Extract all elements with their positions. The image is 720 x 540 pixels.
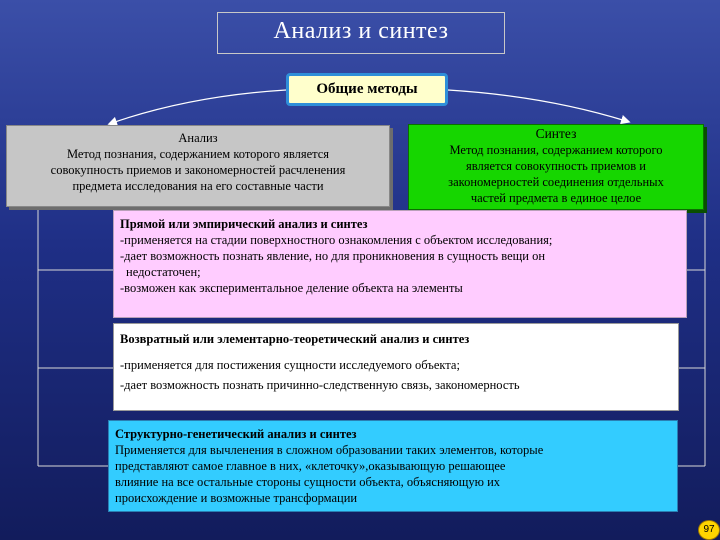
- analysis-box: [6, 125, 390, 207]
- synthesis-title: Синтез: [535, 126, 577, 141]
- synthesis-text-line: Метод познания, содержанием которого: [449, 143, 663, 157]
- synthesis-box: [408, 124, 704, 210]
- general-methods-box: Общие методы: [286, 73, 448, 106]
- synthesis-text-line: является совокупность приемов и: [466, 159, 646, 173]
- synthesis-text-line: закономерностей соединения отдельных: [448, 175, 664, 189]
- reverse-text-line: -дает возможность познать причинно-следственную связь, закономерность: [120, 378, 520, 392]
- structural-text-line: Применяется для вычленения в сложном образовании таких элементов, которые: [115, 443, 544, 457]
- page-title: Анализ и синтез: [217, 12, 505, 54]
- direct-text-line: недостаточен;: [126, 265, 201, 279]
- direct-text-line: -применяется на стадии поверхностного ознакомления с объектом исследования;: [120, 233, 553, 247]
- reverse-title: Возвратный или элементарно-теоретический анализ и синтез: [120, 332, 470, 346]
- reverse-analysis-box: [113, 323, 679, 411]
- structural-analysis-box: [108, 420, 678, 512]
- direct-text-line: -дает возможность познать явление, но для проникновения в сущность вещи он: [120, 249, 546, 263]
- analysis-text-line: Метод познания, содержанием которого является: [66, 147, 330, 161]
- page-number-badge: 97: [698, 520, 720, 540]
- synthesis-text-line: частей предмета в единое целое: [470, 191, 642, 205]
- arrow-to-synthesis: [448, 90, 626, 121]
- analysis-title: Анализ: [178, 131, 218, 145]
- direct-analysis-box: [113, 210, 687, 318]
- analysis-text-line: совокупность приемов и закономерностей расчленения: [50, 163, 346, 177]
- structural-title: Структурно-генетический анализ и синтез: [115, 427, 357, 441]
- reverse-text-line: -применяется для постижения сущности исследуемого объекта;: [120, 358, 460, 372]
- arrow-to-analysis: [112, 90, 286, 123]
- structural-text-line: происхождение и возможные трансформации: [115, 491, 358, 505]
- direct-text-line: -возможен как экспериментальное деление объекта на элементы: [120, 281, 463, 295]
- structural-text-line: представляют самое главное в них, «клеточку»,оказывающую решающее: [115, 459, 506, 473]
- direct-title: Прямой или эмпирический анализ и синтез: [120, 217, 368, 231]
- structural-text-line: влияние на все остальные стороны сущности объекта, объясняющую их: [115, 475, 501, 489]
- analysis-text-line: предмета исследования на его составные части: [72, 179, 324, 193]
